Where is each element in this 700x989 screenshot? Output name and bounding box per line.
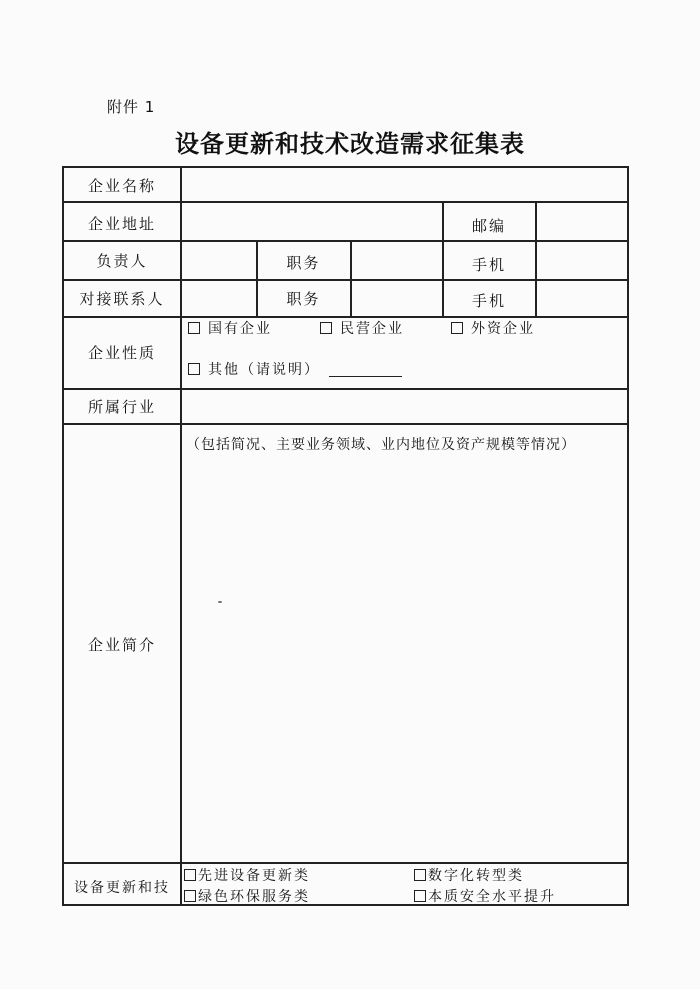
row-divider [64, 862, 629, 864]
position-label-2: 职务 [286, 290, 321, 308]
option-label: 其他（请说明） [208, 362, 320, 378]
option-label: 外资企业 [471, 321, 535, 337]
form-title: 设备更新和技术改造需求征集表 [175, 129, 525, 158]
option-foreign[interactable] [451, 318, 535, 338]
row-divider [64, 423, 629, 425]
mobile-label-1: 手机 [471, 256, 506, 274]
profile-hint: （包括简况、主要业务领域、业内地位及资产规模等情况） [186, 437, 576, 453]
company-name-label: 企业名称 [87, 177, 156, 195]
checkbox-icon [414, 890, 426, 902]
option-green-environmental[interactable] [184, 886, 310, 906]
industry-field[interactable] [182, 390, 629, 423]
checkbox-icon [184, 869, 196, 881]
checkbox-icon [188, 322, 200, 334]
position-label-1: 职务 [286, 254, 321, 272]
postcode-label: 邮编 [471, 217, 506, 235]
company-address-field[interactable] [182, 203, 442, 240]
checkbox-icon [188, 363, 200, 375]
company-address-label: 企业地址 [87, 215, 156, 233]
position-field-2[interactable] [352, 281, 442, 316]
company-name-field[interactable] [182, 168, 629, 201]
option-label: 绿色环保服务类 [198, 889, 310, 905]
responsible-person-label: 负责人 [96, 252, 148, 270]
option-digital-transformation[interactable] [414, 865, 524, 885]
company-nature-label: 企业性质 [87, 344, 156, 362]
option-label: 数字化转型类 [428, 868, 524, 884]
option-intrinsic-safety[interactable] [414, 886, 556, 906]
requirement-form-table [62, 166, 629, 906]
option-label: 民营企业 [340, 321, 404, 337]
mobile-field-2[interactable] [537, 281, 629, 316]
scan-speck [218, 601, 222, 603]
industry-label: 所属行业 [87, 398, 156, 416]
contact-person-label: 对接联系人 [79, 290, 165, 308]
company-profile-label: 企业简介 [87, 636, 156, 654]
option-label: 国有企业 [208, 321, 272, 337]
checkbox-icon [414, 869, 426, 881]
checkbox-icon [451, 322, 463, 334]
postcode-field[interactable] [537, 203, 629, 240]
checkbox-icon [184, 890, 196, 902]
attachment-label: 附件 1 [107, 98, 156, 116]
option-advanced-equipment[interactable] [184, 865, 310, 885]
contact-person-field[interactable] [182, 281, 256, 316]
option-state-owned[interactable] [188, 318, 272, 338]
responsible-person-field[interactable] [182, 242, 256, 279]
option-label: 先进设备更新类 [198, 868, 310, 884]
checkbox-icon [320, 322, 332, 334]
mobile-label-2: 手机 [471, 292, 506, 310]
other-specify-line[interactable] [329, 376, 402, 377]
option-private[interactable] [320, 318, 404, 338]
company-profile-field[interactable] [182, 458, 629, 862]
position-field-1[interactable] [352, 242, 442, 279]
equipment-update-label: 设备更新和技 [74, 880, 170, 896]
option-other[interactable] [188, 359, 320, 379]
option-label: 本质安全水平提升 [428, 889, 556, 905]
mobile-field-1[interactable] [537, 242, 629, 279]
